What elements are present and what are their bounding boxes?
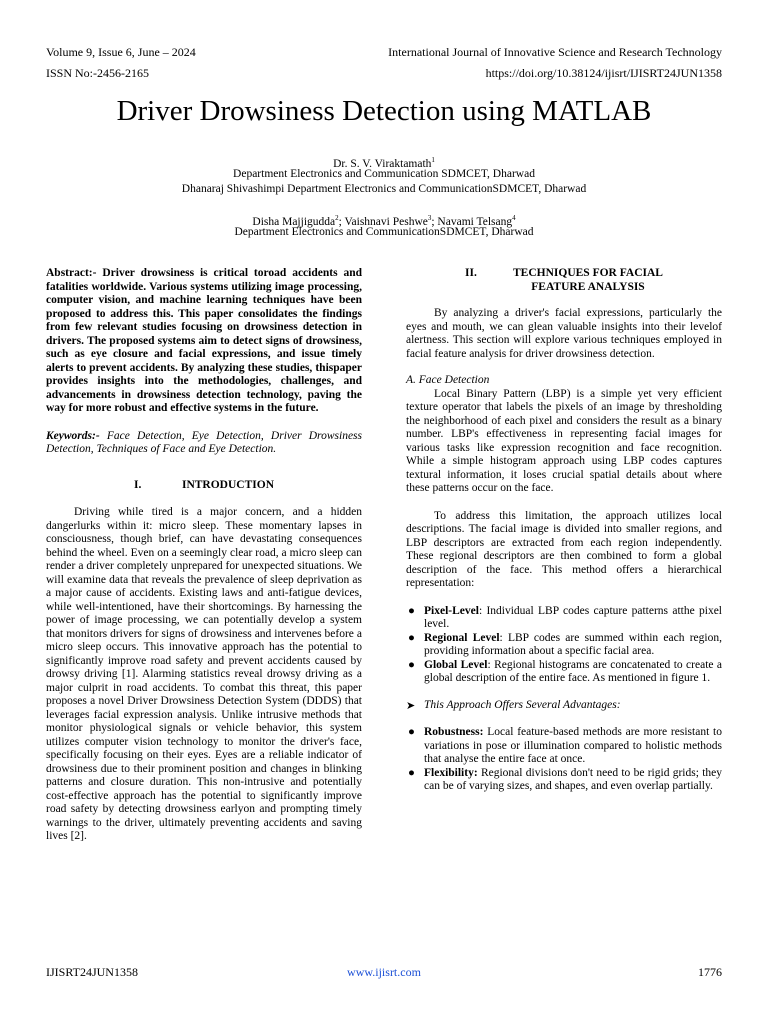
section-heading-introduction xyxy=(46,479,362,493)
keywords-label: Keywords:- xyxy=(46,429,100,442)
paper-title: Driver Drowsiness Detection using MATLAB xyxy=(116,95,652,127)
advantages-list xyxy=(406,726,722,794)
list-item-label: Flexibility: xyxy=(424,766,478,779)
footer-website-link[interactable]: www.ijisrt.com xyxy=(347,965,421,979)
footer-paper-id: IJISRT24JUN1358 xyxy=(46,965,138,979)
levels-list xyxy=(406,605,722,686)
techniques-intro-paragraph: By analyzing a driver's facial expressions, particularly the eyes and mouth, we can glean valuable insights into their levelof alertness. This section will explore various techniques employed in facial feature analysis for driver drowsiness detection. xyxy=(406,307,722,360)
volume-info: Volume 9, Issue 6, June – 2024 xyxy=(46,45,196,59)
lbp-paragraph: Local Binary Pattern (LBP) is a simple yet very efficient texture operator that labels the pixels of an image by thresholding the neighborhood of each pixel and considers the result as a binary number. LBP's effectiveness in representing facial images for various tasks like expression recognition and face recognition. While a simple histogram approach using LBP codes captures textural information, it loses crucial spatial details about where these patterns occur on the face. xyxy=(406,387,722,494)
abstract: Abstract:- Driver drowsiness is critical toroad accidents and fatalities worldwide. Various systems utilizing image processing, computer vision, and machine learning techniques have been proposed to address this. This paper consolidates the findings from few relevant studies focusing on drowsiness detection in drivers. The proposed systems aim to detect signs of drowsiness, such as eye closure and facial expressions, and issue timely alerts to prevent accidents. By analyzing these studies, thispaper provides insights into the methodologies, challenges, and advancements in drowsiness detection technology, paving the way for more robust and effective systems in the future. xyxy=(46,267,362,414)
author-1-affiliation-2: Dhanaraj Shivashimpi Department Electronics and CommunicationSDMCET, Dharwad xyxy=(181,183,587,195)
introduction-paragraph: Driving while tired is a major concern, and a hidden dangerlurks within it: micro sleep. These momentary lapses in consciousness, though brief, can have devastating consequences behind the wheel. Even on a seemingly clear road, a micro sleep can render a driver completely unprepared for unexpected situations. We will examine data that reveals the prevalence of sleep deprivation as a major cause of accidents. Existing laws and anti-fatigue devices, while well-intentioned, have their shortcomings. By harnessing the power of image processing, we can potentially develop a system that monitors drivers for signs of drowsiness and intervenes before a micro sleep occurs. This innovative approach has the potential to significantly improve road safety and prevent accidents caused by drowsy driving [1]. Alarming statistics reveal drowsy driving as a major culprit in road accidents. To combat this threat, this paper proposes a novel Driver Drowsiness Detection System (DDDS) that leverages facial expression analysis. Unlike intrusive methods that monitor physiological signals or vehicle behavior, this system utilizes computer vision technology to monitor the driver's face, specifically focusing on their eyes. Eyes are a reliable indicator of drowsiness due to their prominent position and changes in blinking patterns and closure duration. This non-intrusive and potentially cost-effective approach has the potential to significantly improve road safety by detecting drowsiness earlyon and prompting timely warnings to the driver, ultimately preventing accidents and saving lives [2]. xyxy=(46,506,362,842)
list-item xyxy=(406,659,722,686)
list-item-label: Robustness: xyxy=(424,726,484,738)
list-item-label: Regional Level xyxy=(424,631,500,644)
advantages-heading xyxy=(406,699,722,713)
section-heading-techniques xyxy=(406,267,722,281)
list-item xyxy=(406,605,722,632)
author-group-2-affiliation: Department Electronics and CommunicationSDMCET, Dharwad xyxy=(234,226,534,238)
journal-name: International Journal of Innovative Science and Research Technology xyxy=(388,45,722,59)
author-3-name: ; Vaishnavi Peshwe xyxy=(338,215,428,228)
section-number: I. xyxy=(133,478,142,491)
bullet-icon: ● xyxy=(408,631,415,644)
author-1-name: Dr. S. V. Viraktamath xyxy=(333,157,432,170)
keywords-text: Face Detection, Eye Detection, Driver Drowsiness Detection, Techniques of Face and Eye Detection. xyxy=(46,429,362,455)
section-title-line-1: TECHNIQUES FOR FACIAL xyxy=(513,267,663,279)
list-item xyxy=(406,767,722,794)
local-descriptions-paragraph: To address this limitation, the approach utilizes local descriptions. The facial image is divided into smaller regions, and LBP descriptors are extracted from each region independently. These regional descriptors are then combined to form a global description of the face. This method offers a hierarchical representation: xyxy=(406,509,722,589)
bullet-icon: ● xyxy=(408,604,415,617)
bullet-icon: ● xyxy=(408,726,415,738)
list-item-text: : Regional histograms are concatenated to create a global description of the entire face. As mentioned in figure 1. xyxy=(424,658,722,684)
author-2-sup: 2 xyxy=(335,214,339,222)
footer-page-number: 1776 xyxy=(698,965,722,979)
list-item-label: Global Level xyxy=(424,658,488,671)
list-item-text: : LBP codes are summed within each region, providing information about a specific facial area. xyxy=(424,631,722,657)
issn: ISSN No:-2456-2165 xyxy=(46,66,150,80)
author-4-sup: 4 xyxy=(512,214,516,222)
author-3-sup: 3 xyxy=(427,214,432,222)
section-heading-techniques-line-2: FEATURE ANALYSIS xyxy=(531,280,645,293)
list-item-label: Pixel-Level xyxy=(424,604,479,617)
advantages-heading-text: This Approach Offers Several Advantages: xyxy=(424,698,621,711)
subsection-heading-face-detection: A. Face Detection xyxy=(406,374,490,386)
author-1-sup: 1 xyxy=(431,156,435,164)
list-item xyxy=(406,726,722,767)
right-column xyxy=(406,267,722,794)
bullet-icon: ● xyxy=(408,766,415,779)
left-column xyxy=(46,267,362,844)
arrow-bullet-icon: ➤ xyxy=(406,698,416,712)
author-4-name: ; Navami Telsang xyxy=(431,215,513,228)
list-item-text: Local feature-based methods are more resistant to variations in pose or illumination compared to holistic methods that analyse the entire face at once. xyxy=(424,726,722,765)
doi-link[interactable]: https://doi.org/10.38124/ijisrt/IJISRT24JUN1358 xyxy=(485,66,722,80)
list-item-text: : Individual LBP codes capture patterns atthe pixel level. xyxy=(424,604,722,630)
keywords xyxy=(46,430,362,457)
section-title: INTRODUCTION xyxy=(181,478,274,491)
author-2-name: Disha Majjigudda xyxy=(252,215,336,228)
list-item-text: Regional divisions don't need to be rigid grids; they can be of varying sizes, and shapes, and even overlap partially. xyxy=(424,766,722,792)
section-number: II. xyxy=(465,267,477,279)
bullet-icon: ● xyxy=(408,658,415,671)
list-item xyxy=(406,632,722,659)
author-1-affiliation: Department Electronics and Communication SDMCET, Dharwad xyxy=(233,168,535,180)
